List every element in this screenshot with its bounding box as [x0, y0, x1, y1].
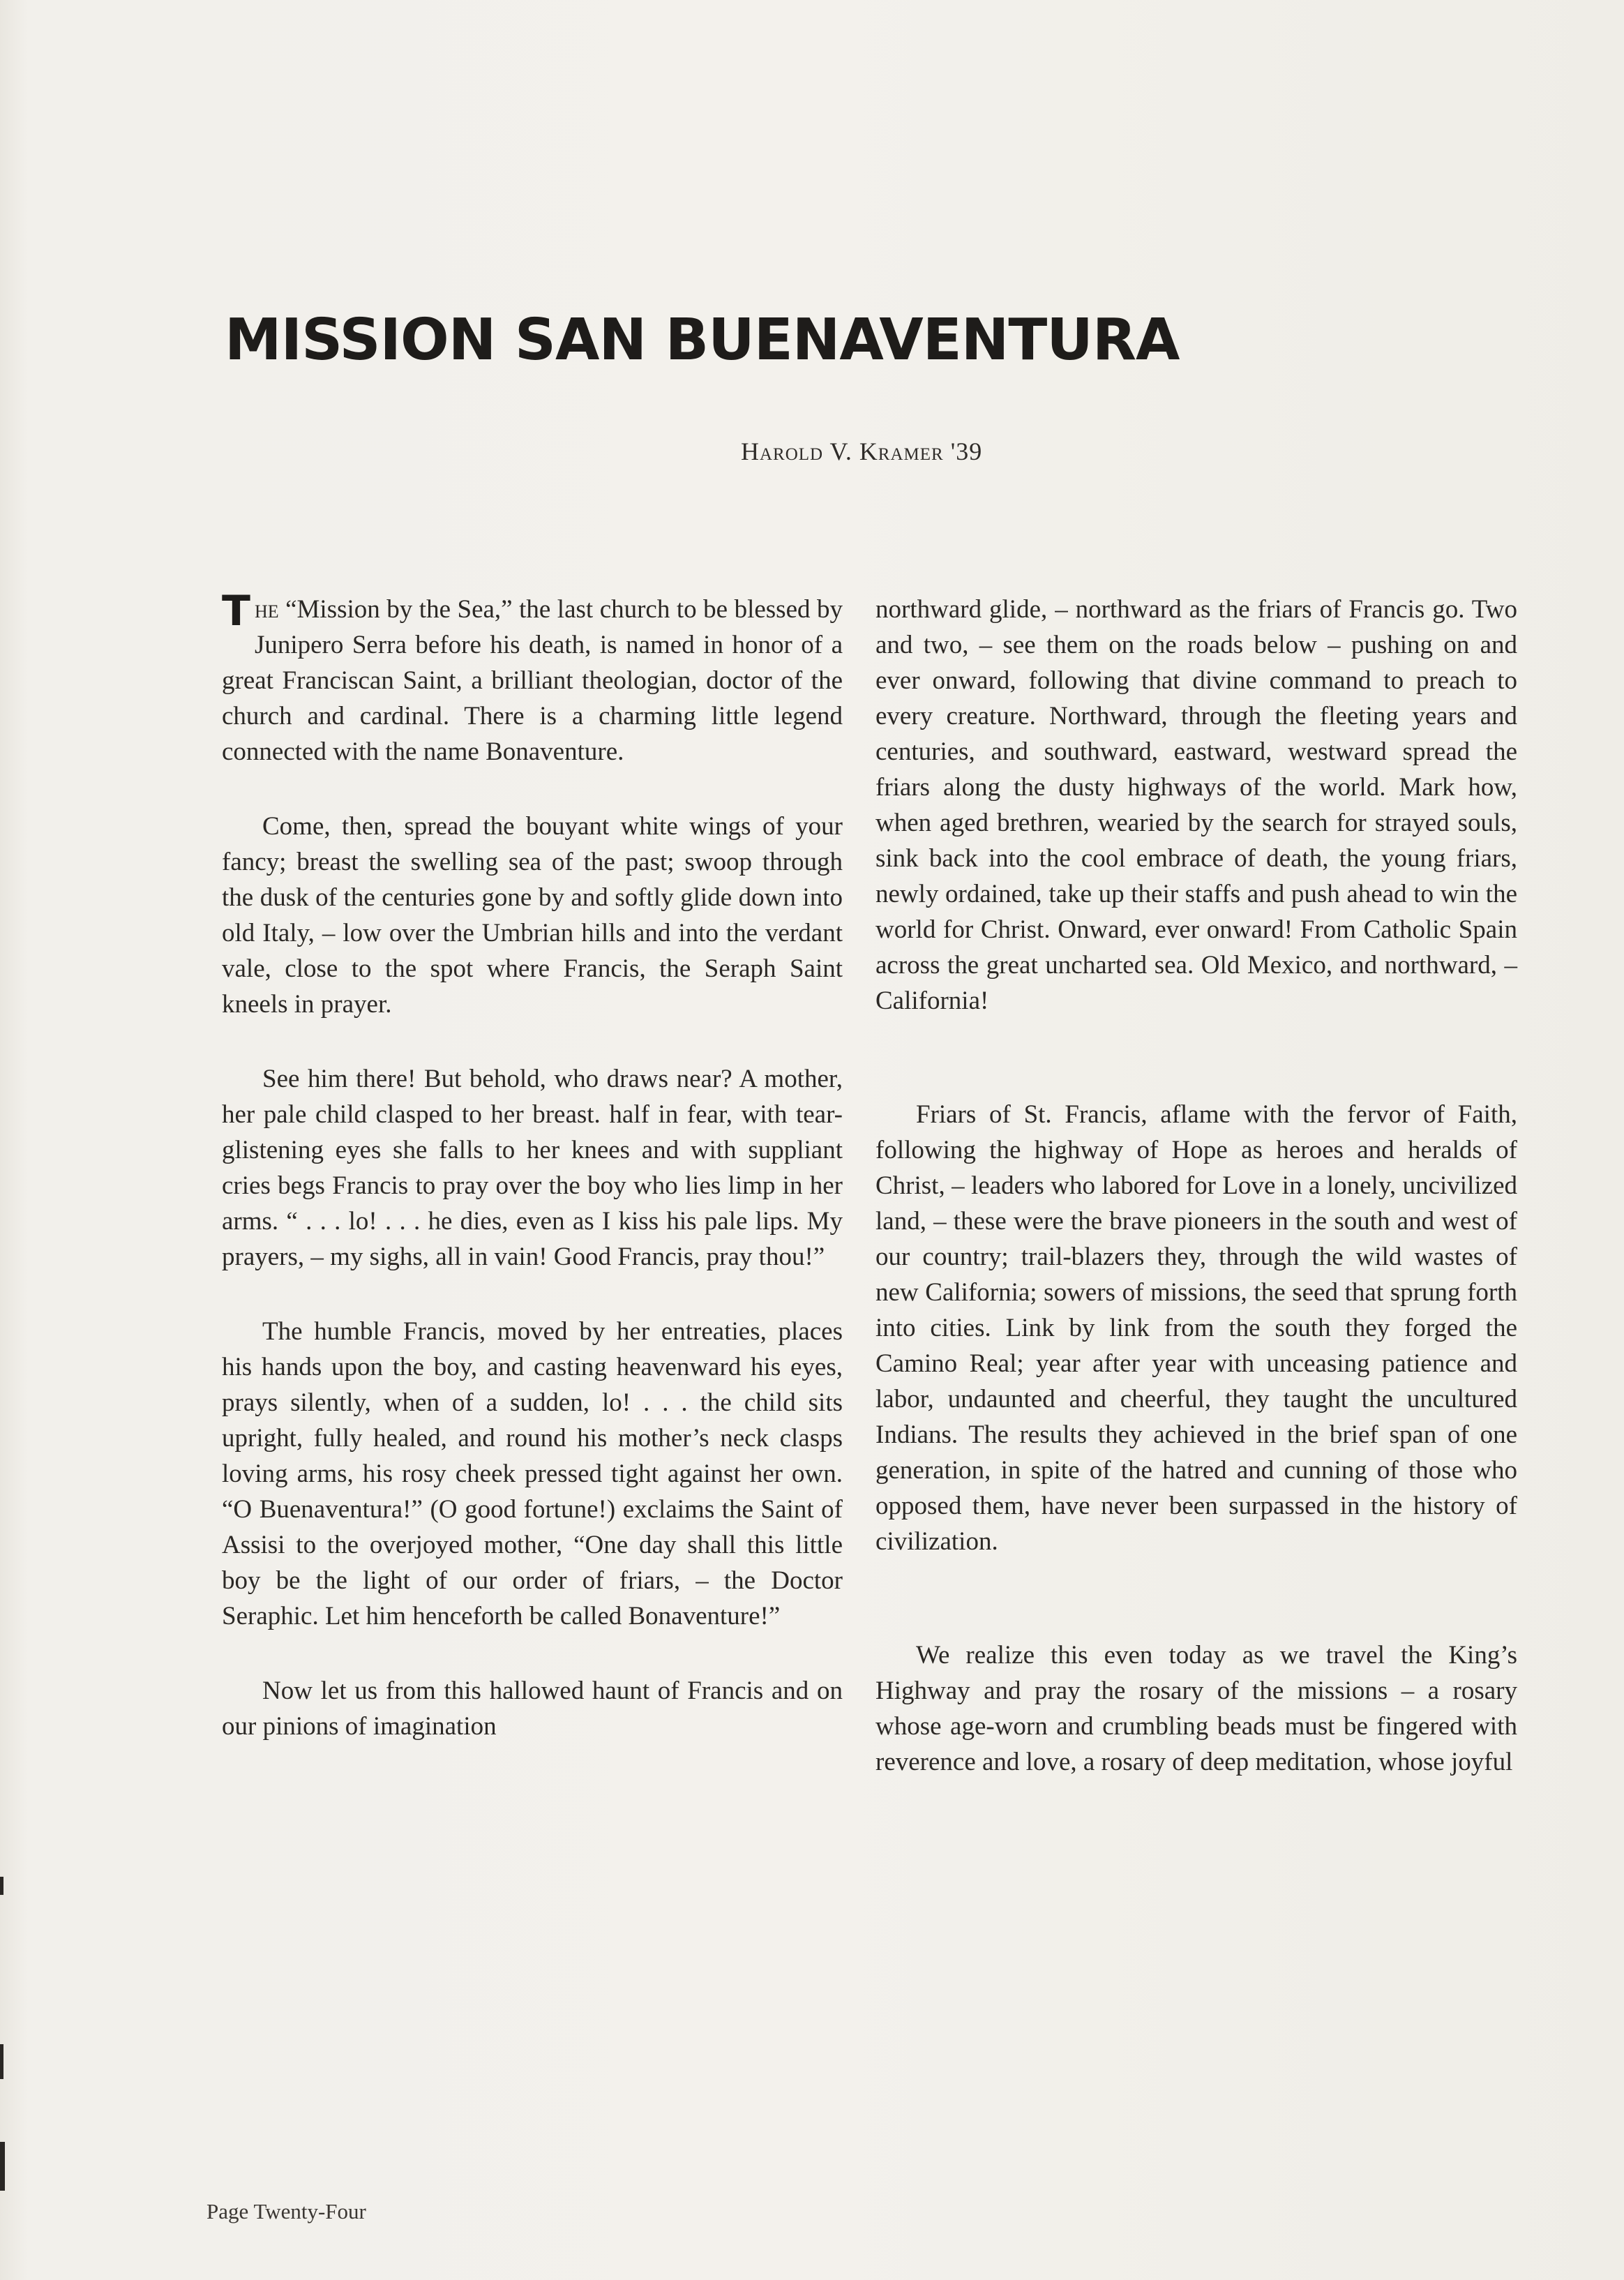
binding-edge-mark [0, 1877, 3, 1895]
paragraph [222, 587, 843, 770]
left-text-column [222, 587, 843, 1744]
right-text-column [875, 592, 1517, 1780]
opening-word: he [254, 595, 279, 624]
paragraph: Come, then, spread the bouyant white wings of your fancy; breast the swelling sea of the past; swoop through the dusk of the centuries gone by and softly glide down into old Italy, – low over the Umbrian hills and into the verdant vale, close to the spot where Francis, the Seraph Saint kneels in prayer. [222, 812, 843, 1019]
paragraph: northward glide, – northward as the friars of Francis go. Two and two, – see them on the roads below – pushing on and ever onward, following that divine command to preach to every creature. Northward, through the fleeting years and centuries, and southward, eastward, westward spread the friars along the dusty highways of the world. Mark how, when aged brethren, wearied by the search for strayed souls, sink back into the cool embrace of death, the young friars, newly ordained, take up their staffs and push ahead to win the world for Christ. Onward, ever onward! From Catholic Spain across the great uncharted sea. Old Mexico, and northward, – California! [875, 595, 1517, 1015]
paragraph: We realize this even today as we travel the King’s Highway and pray the rosary of the missions – a rosary whose age-worn and crumbling beads must be fingered with reverence and love, a rosary of deep meditation, whose joyful [875, 1641, 1517, 1776]
binding-edge-mark [0, 2142, 5, 2191]
page-number: Page Twenty-Four [206, 2199, 366, 2223]
binding-edge-mark [0, 2044, 3, 2079]
drop-cap: T [222, 587, 250, 636]
article-byline: Harold V. Kramer '39 [741, 437, 983, 465]
article-title: MISSION SAN BUENAVENTURA [225, 307, 1180, 373]
paragraph: Now let us from this hallowed haunt of Francis and on our pinions of imagination [222, 1677, 843, 1741]
paragraph-text: “Mission by the Sea,” the last church to be blessed by Junipero Serra before his death, is named in honor of a great Franciscan Saint, a brilliant theologian, doctor of the church and cardinal. There is a charming little legend connected with the name Bonaventure. [222, 595, 843, 766]
paragraph: The humble Francis, moved by her entreaties, places his hands upon the boy, and casting heavenward his eyes, prays silently, when of a sudden, lo! . . . the child sits upright, fully healed, and round his mother’s neck clasps loving arms, his rosy cheek pressed tight against her own. “O Buenaventura!” (O good fortune!) exclaims the Saint of Assisi to the overjoyed mother, “One day shall this little boy be the light of our order of friars, – the Doctor Seraphic. Let him henceforth be called Bonaventure!” [222, 1317, 843, 1630]
paragraph: Friars of St. Francis, aflame with the fervor of Faith, following the highway of Hope as heroes and heralds of Christ, – leaders who labored for Love in a lonely, uncivilized land, – these were the brave pioneers in the south and west of our country; trail-blazers they, through the wild wastes of new California; sowers of missions, the seed that sprung forth into cities. Link by link from the south they forged the Camino Real; year after year with unceasing patience and labor, undaunted and cheerful, they taught the uncultured Indians. The results they achieved in the brief span of one generation, in spite of the hatred and cunning of those who opposed them, have never been surpassed in the history of civilization. [875, 1100, 1517, 1556]
paragraph: See him there! But behold, who draws near? A mother, her pale child clasped to her breast. half in fear, with tear-glistening eyes she falls to her knees and with suppliant cries begs Francis to pray over the boy who lies limp in her arms. “ . . . lo! . . . he dies, even as I kiss his pale lips. My prayers, – my sighs, all in vain! Good Francis, pray thou!” [222, 1065, 843, 1271]
